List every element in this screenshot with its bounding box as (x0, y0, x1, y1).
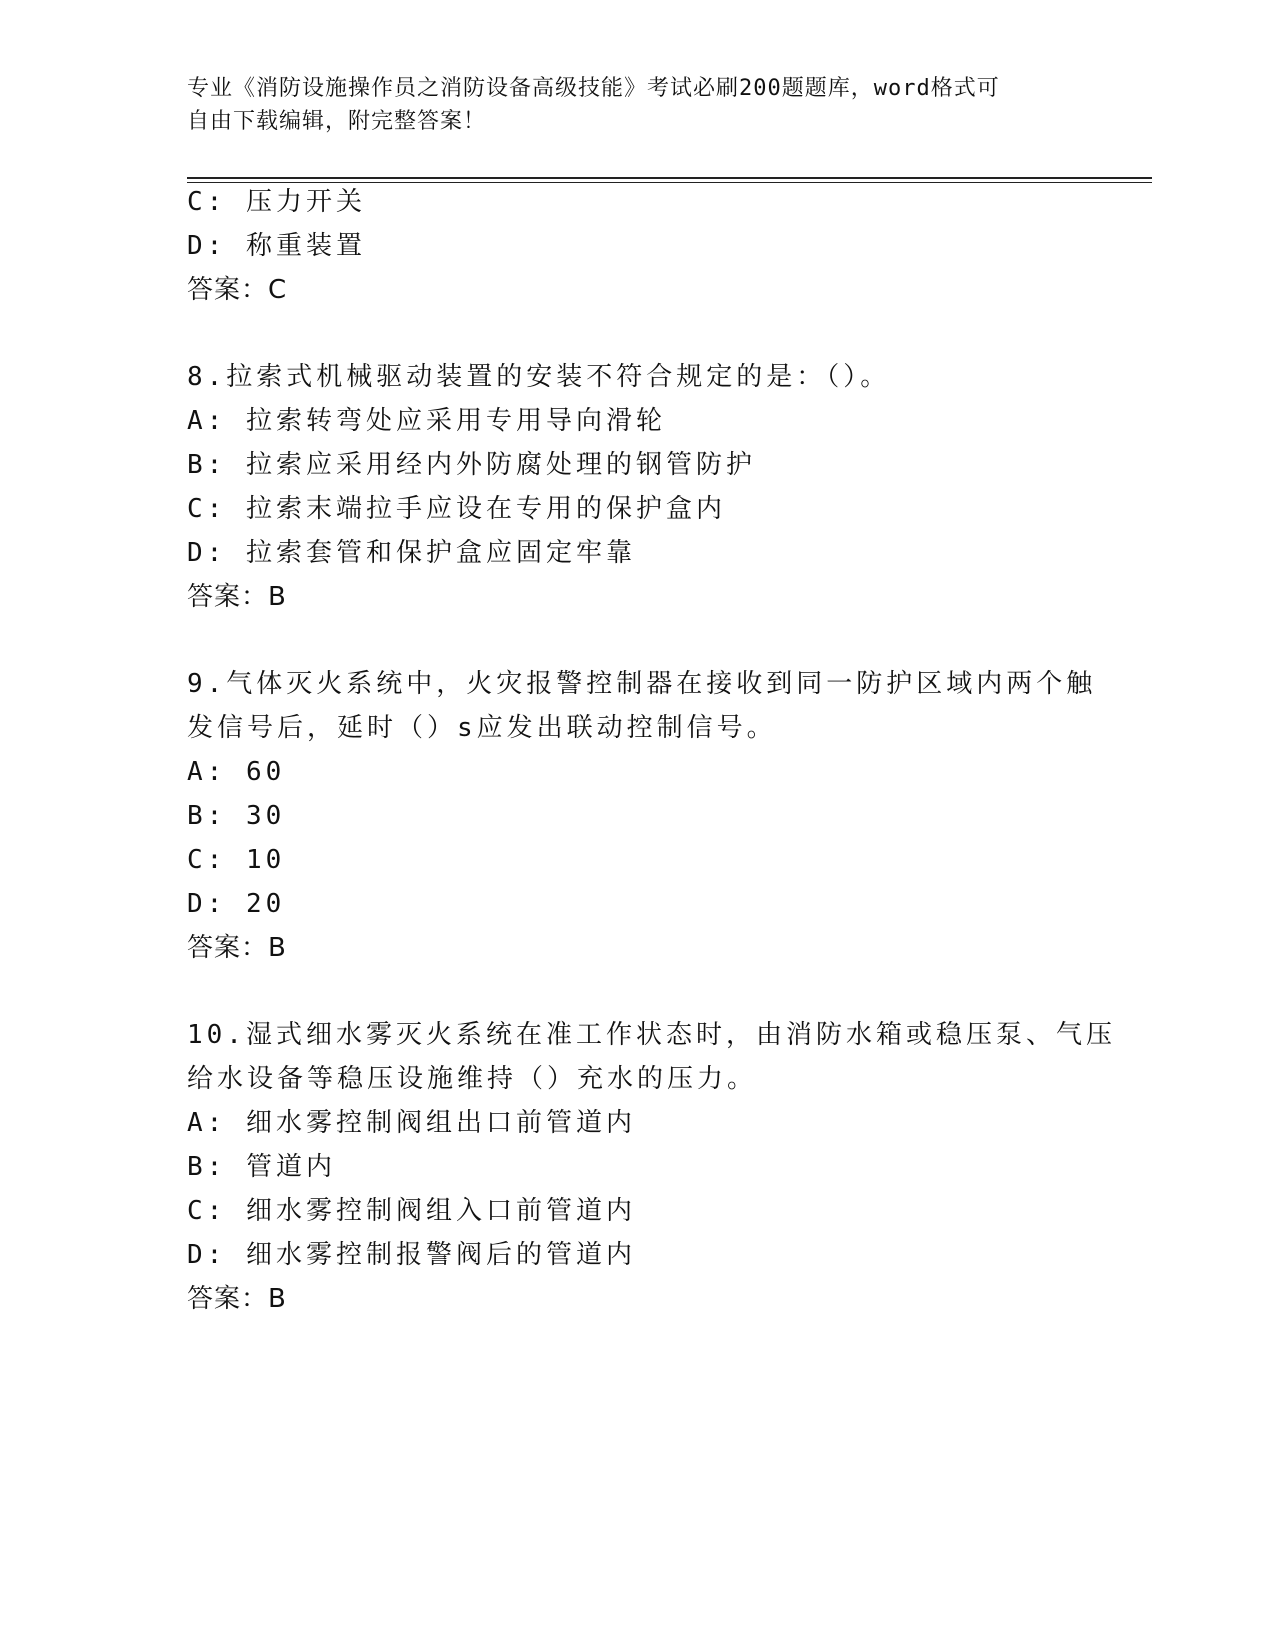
document-header (187, 72, 1067, 138)
header-line-1: 专业《消防设施操作员之消防设备高级技能》考试必刷200题题库，word格式可 (187, 76, 1000, 101)
q8-option-c: C: 拉索末端拉手应设在专用的保护盒内 (187, 494, 726, 524)
q10-stem-line-2: 给水设备等稳压设施维持（）充水的压力。 (187, 1064, 758, 1094)
q9-option-c: C: 10 (187, 845, 286, 875)
q9-option-a: A: 60 (187, 757, 286, 787)
prev-answer: 答案：C (187, 275, 288, 305)
q9-option-d: D: 20 (187, 889, 286, 919)
q10-option-a: A: 细水雾控制阀组出口前管道内 (187, 1108, 636, 1138)
q8-option-d: D: 拉索套管和保护盒应固定牢靠 (187, 538, 636, 568)
q8-answer: 答案：B (187, 582, 287, 612)
q9-stem-line-2: 发信号后，延时（）s应发出联动控制信号。 (187, 713, 777, 743)
q10-option-d: D: 细水雾控制报警阀后的管道内 (187, 1240, 636, 1270)
header-line-2: 自由下载编辑，附完整答案！ (187, 109, 487, 134)
q9-answer: 答案：B (187, 933, 287, 963)
q10-answer: 答案：B (187, 1284, 287, 1314)
prev-option-d: D: 称重装置 (187, 231, 366, 261)
q8-option-a: A: 拉索转弯处应采用专用导向滑轮 (187, 406, 666, 436)
q10-stem-line-1: 10.湿式细水雾灭火系统在准工作状态时，由消防水箱或稳压泵、气压 (187, 1020, 1116, 1050)
q10-option-c: C: 细水雾控制阀组入口前管道内 (187, 1196, 636, 1226)
q10-option-b: B: 管道内 (187, 1152, 336, 1182)
q9-stem-line-1: 9.气体灭火系统中，火灾报警控制器在接收到同一防护区域内两个触 (187, 669, 1097, 699)
header-divider-thin (187, 182, 1152, 183)
q8-stem: 8.拉索式机械驱动装置的安装不符合规定的是：（）。 (187, 362, 891, 392)
q9-option-b: B: 30 (187, 801, 286, 831)
prev-option-c: C: 压力开关 (187, 187, 366, 217)
q8-option-b: B: 拉索应采用经内外防腐处理的钢管防护 (187, 450, 756, 480)
header-divider-thick (187, 177, 1152, 179)
